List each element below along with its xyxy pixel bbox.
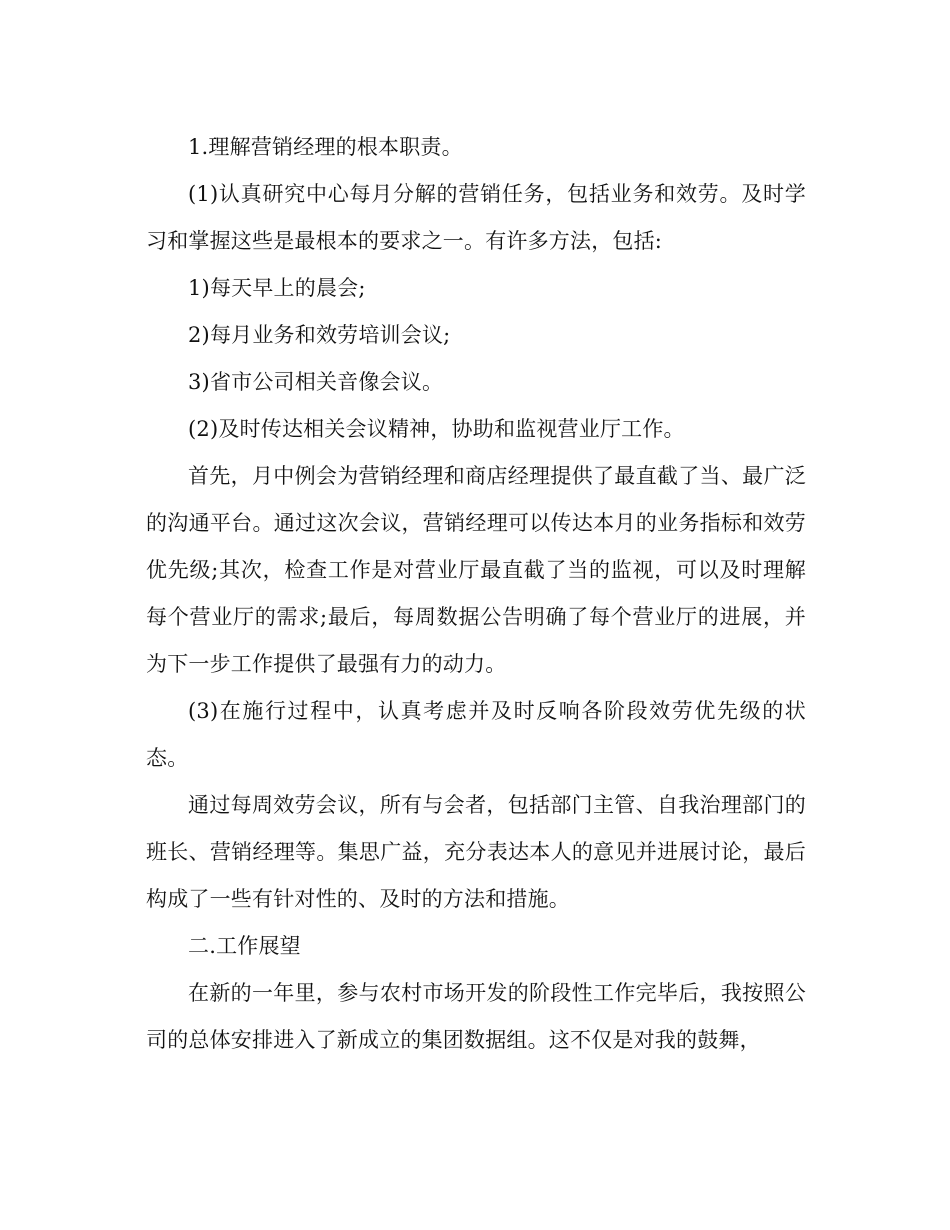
paragraph-item-2: (2)及时传达相关会议精神，协助和监视营业厅工作。: [188, 417, 685, 441]
paragraph-weekly-meeting: 通过每周效劳会议，所有与会者，包括部门主管、自我治理部门的班长、营销经理等。集思广益，充分表达本人的意见并进展讨论，最后构成了一些有针对性的、及时的方法和措施。: [146, 793, 806, 911]
paragraph-item-1: (1)认真研究中心每月分解的营销任务，包括业务和效劳。及时学习和掌握这些是最根本的要求之一。有许多方法，包括:: [146, 182, 806, 253]
document-body: [146, 124, 806, 1064]
section-heading-responsibilities: 1.理解营销经理的根本职责。: [188, 135, 463, 159]
section-heading-outlook: 二.工作展望: [188, 934, 301, 958]
paragraph-new-year: 在新的一年里，参与农村市场开发的阶段性工作完毕后，我按照公司的总体安排进入了新成立的集团数据组。这不仅是对我的鼓舞，: [146, 981, 806, 1052]
paragraph-item-3: (3)在施行过程中，认真考虑并及时反响各阶段效劳优先级的状态。: [146, 699, 806, 770]
list-item-morning-meeting: 1)每天早上的晨会;: [188, 276, 366, 300]
list-item-training-meeting: 2)每月业务和效劳培训会议;: [188, 323, 451, 347]
list-item-video-meeting: 3)省市公司相关音像会议。: [188, 370, 444, 394]
paragraph-first-second-last: 首先，月中例会为营销经理和商店经理提供了最直截了当、最广泛的沟通平台。通过这次会议，营销经理可以传达本月的业务指标和效劳优先级;其次，检查工作是对营业厅最直截了当的监视，可以及时理解每个营业厅的需求;最后，每周数据公告明确了每个营业厅的进展，并为下一步工作提供了最强有力的动力。: [146, 464, 806, 676]
